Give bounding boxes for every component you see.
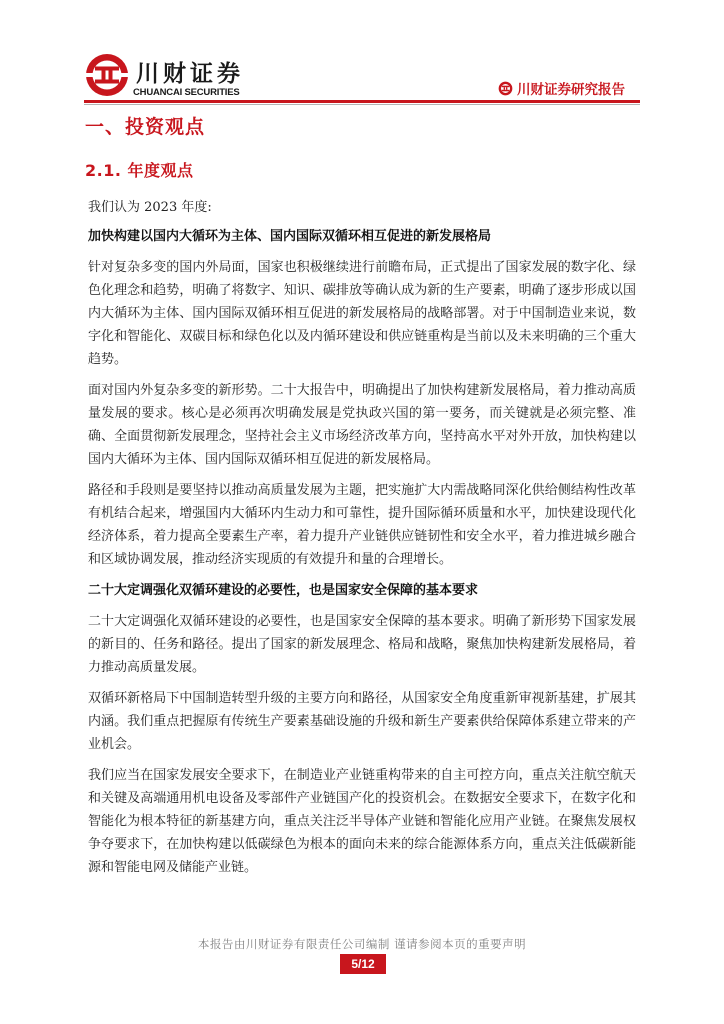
chuancai-small-logo-icon <box>498 81 513 96</box>
section-heading: 一、投资观点 <box>85 116 206 138</box>
report-tag-text: 川财证券研究报告 <box>517 82 625 98</box>
main-content <box>88 196 636 887</box>
header-divider-gray <box>84 104 640 105</box>
bold-heading-1: 加快构建以国内大循环为主体、国内国际双循环相互促进的新发展格局 <box>88 229 492 244</box>
paragraph-4: 二十大定调强化双循环建设的必要性，也是国家安全保障的基本要求。明确了新形势下国家发展的新目的、任务和路径。提出了国家的新发展理念、格局和战略，聚焦加快构建新发展格局，着力推动高质量发展。 <box>88 614 636 675</box>
report-tag <box>498 78 625 98</box>
footer-disclaimer: 本报告由川财证券有限责任公司编制 谨请参阅本页的重要声明 <box>197 937 527 951</box>
subsection-heading: 2.1. 年度观点 <box>85 161 194 180</box>
logo-name-cn: 川财证券 <box>136 61 244 87</box>
chuancai-logo-icon <box>84 52 130 98</box>
intro-line: 我们认为 2023 年度: <box>88 200 212 215</box>
header-divider-red <box>84 100 640 103</box>
page-number: 5/12 <box>340 954 386 974</box>
logo-name-en: CHUANCAI SECURITIES <box>133 87 240 98</box>
paragraph-6: 我们应当在国家发展安全要求下，在制造业产业链重构带来的自主可控方向，重点关注航空航天和关键及高端通用机电设备及零部件产业链国产化的投资机会。在数据安全要求下，在数字化和智能化为根本特征的新基建方向，重点关注泛半导体产业链和智能化应用产业链。在聚焦发展权争夺要求下，在加快构建以低碳绿色为根本的面向未来的综合能源体系方向，重点关注低碳新能源和智能电网及储能产业链。 <box>88 768 636 875</box>
paragraph-5: 双循环新格局下中国制造转型升级的主要方向和路径，从国家安全角度重新审视新基建，扩展其内涵。我们重点把握原有传统生产要素基础设施的升级和新生产要素供给保障体系建立带来的产业机会。 <box>88 691 636 752</box>
paragraph-1: 针对复杂多变的国内外局面，国家也积极继续进行前瞻布局，正式提出了国家发展的数字化、绿色化理念和趋势，明确了将数字、知识、碳排放等确认成为新的生产要素，明确了逐步形成以国内大循环为主体、国内国际双循环相互促进的新发展格局的战略部署。对于中国制造业来说，数字化和智能化、双碳目标和绿色化以及内循环建设和供应链重构是当前以及未来明确的三个重大趋势。 <box>88 260 636 367</box>
bold-heading-2: 二十大定调强化双循环建设的必要性，也是国家安全保障的基本要求 <box>88 583 479 598</box>
page-header <box>0 0 724 110</box>
paragraph-2: 面对国内外复杂多变的新形势。二十大报告中，明确提出了加快构建新发展格局，着力推动高质量发展的要求。核心是必须再次明确发展是党执政兴国的第一要务，而关键就是必须完整、准确、全面贯彻新发展理念，坚持社会主义市场经济改革方向，坚持高水平对外开放，加快构建以国内大循环为主体、国内国际双循环相互促进的新发展格局。 <box>88 383 636 467</box>
paragraph-3: 路径和手段则是要坚持以推动高质量发展为主题，把实施扩大内需战略同深化供给侧结构性改革有机结合起来，增强国内大循环内生动力和可靠性，提升国际循环质量和水平，加快建设现代化经济体系，着力提高全要素生产率，着力提升产业链供应链韧性和安全水平，着力推进城乡融合和区域协调发展，推动经济实现质的有效提升和量的合理增长。 <box>88 483 636 567</box>
